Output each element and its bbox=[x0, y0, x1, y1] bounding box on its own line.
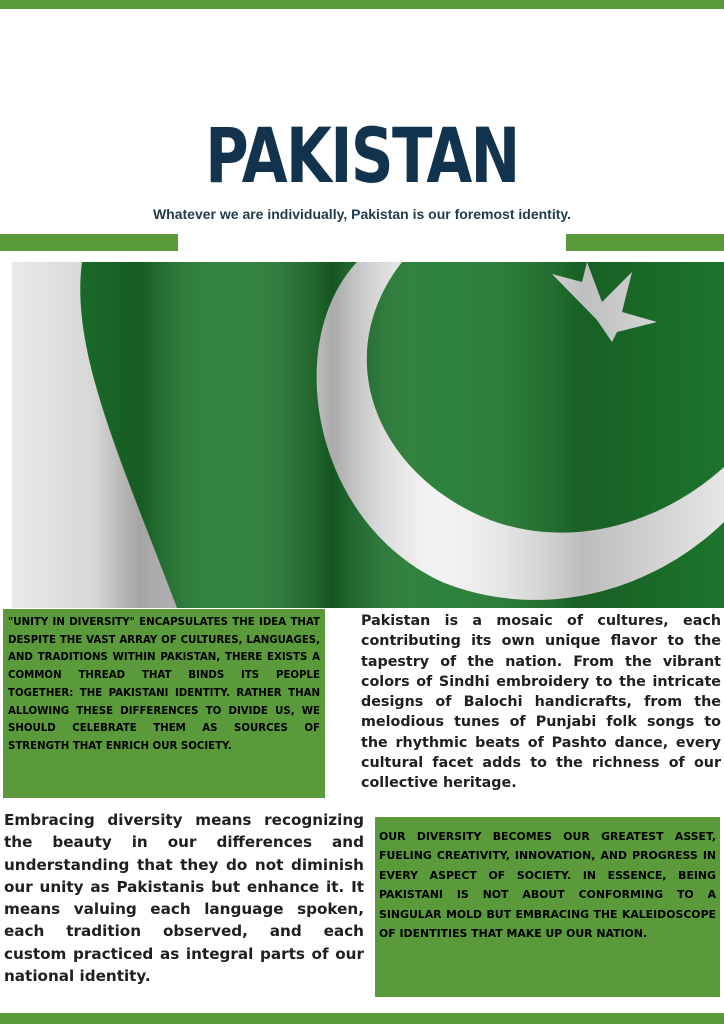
mosaic-paragraph: Pakistan is a mosaic of cultures, each contributing its own unique flavor to the tapestry of the nation. From the vibrant colors of Sindhi embroidery to the intricate designs of Balochi handicrafts, from the melodious tunes of Punjabi folk songs to the rhythmic beats of Pashto dance, every cultural facet adds to the richness of our collective heritage. bbox=[361, 613, 721, 792]
unity-in-diversity-box: "UNITY IN DIVERSITY" ENCAPSULATES THE IDEA THAT DESPITE THE VAST ARRAY OF CULTURES, LANGUAGES, AND TRADITIONS WITHIN PAKISTAN, THERE EXISTS A COMMON THREAD THAT BINDS ITS PEOPLE TOGETHER: THE PAKISTANI IDENTITY. RATHER THAN ALLOWING THESE DIFFERENCES TO DIVIDE US, WE SHOULD CELEBRATE THEM AS SOURCES OF STRENGTH THAT ENRICH OUR SOCIETY. bbox=[3, 609, 325, 798]
diversity-asset-box: OUR DIVERSITY BECOMES OUR GREATEST ASSET, FUELING CREATIVITY, INNOVATION, AND PROGRESS IN EVERY ASPECT OF SOCIETY. IN ESSENCE, BEING PAKISTANI IS NOT ABOUT CONFORMING TO A SINGULAR MOLD BUT EMBRACING THE KALEIDOSCOPE OF IDENTITIES THAT MAKE UP OUR NATION. bbox=[375, 817, 720, 997]
bottom-accent-bar bbox=[0, 1013, 724, 1024]
right-accent-bar bbox=[566, 234, 724, 251]
page-title: PAKISTAN bbox=[205, 111, 519, 200]
embracing-diversity-paragraph: Embracing diversity means recognizing the beauty in our differences and understanding that they do not diminish our unity as Pakistanis but enhance it. It means valuing each language spoken, each tradition observed, and each custom practiced as integral parts of our national identity. bbox=[4, 811, 364, 986]
page-subtitle: Whatever we are individually, Pakistan is our foremost identity. bbox=[152, 206, 572, 222]
pakistan-flag-image bbox=[12, 262, 724, 608]
top-accent-bar bbox=[0, 0, 724, 9]
left-accent-bar bbox=[0, 234, 178, 251]
